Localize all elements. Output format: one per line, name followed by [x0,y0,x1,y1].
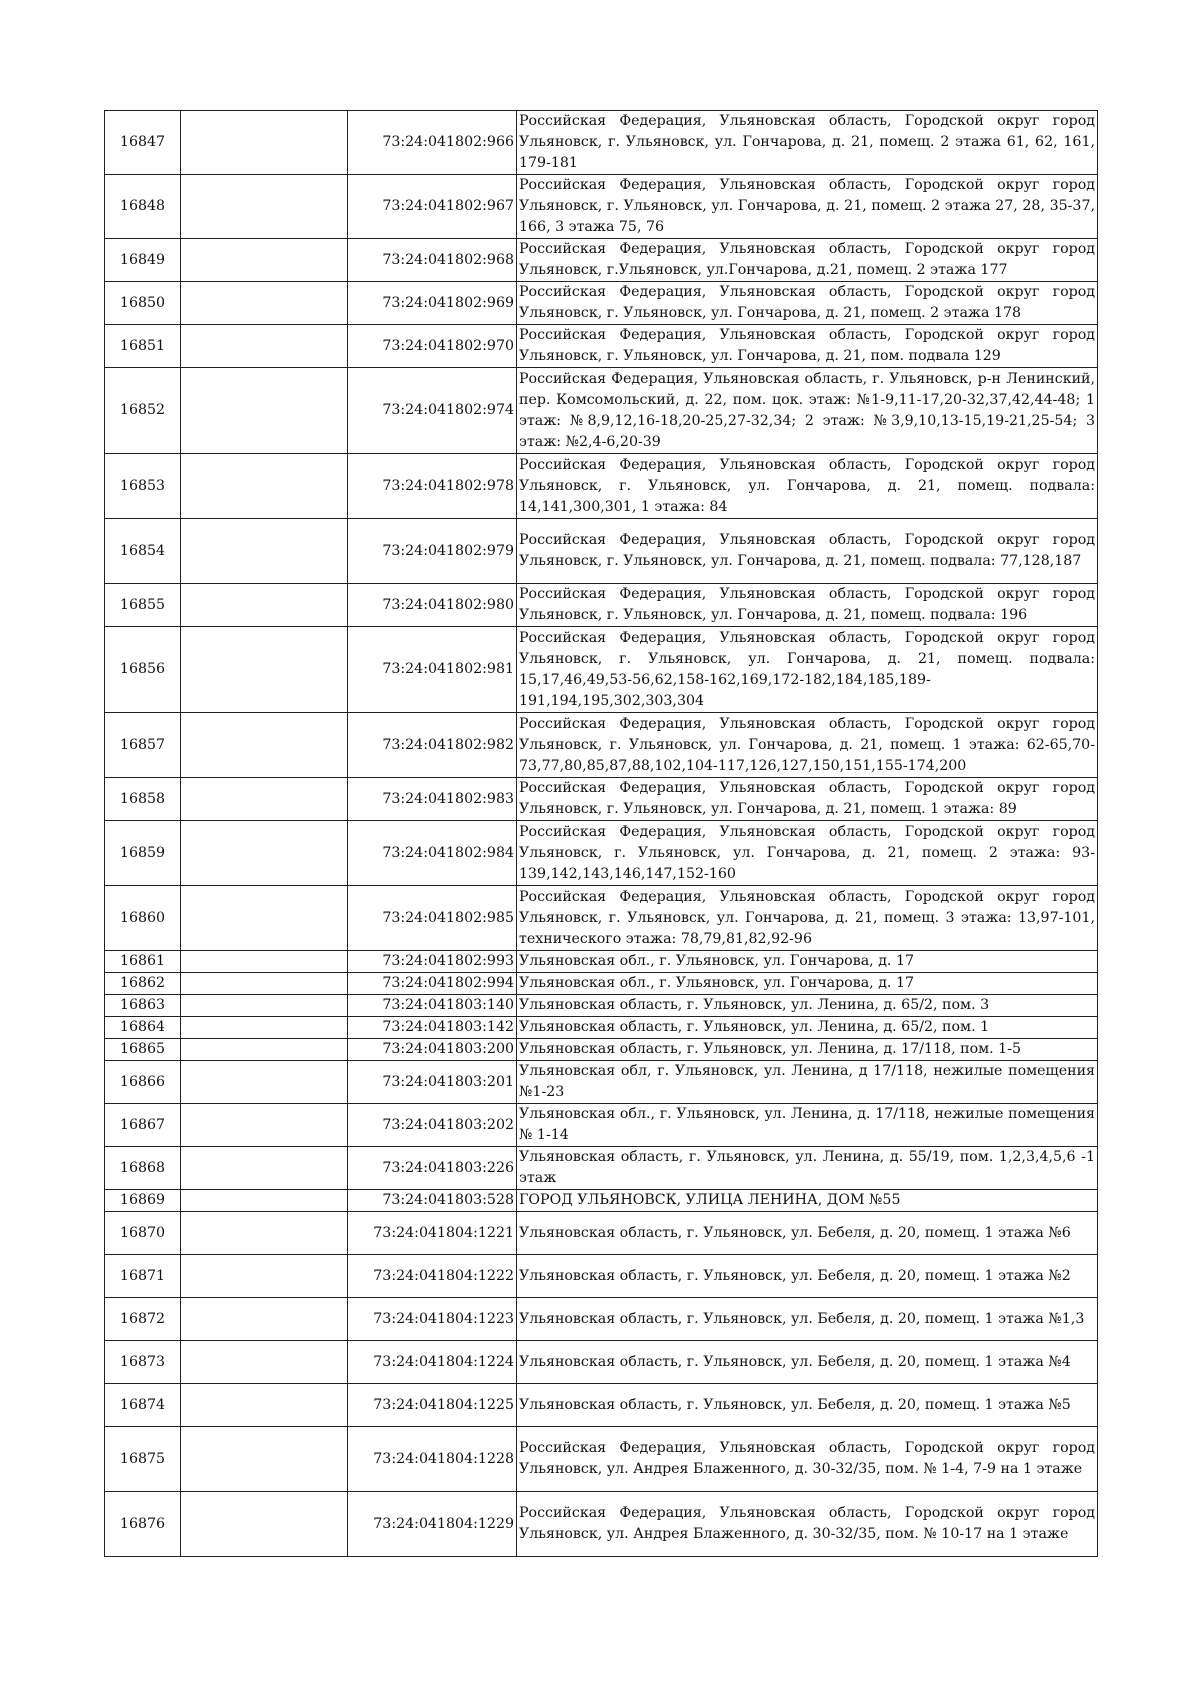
cadastral-number: 73:24:041803:201 [348,1061,517,1104]
cadastral-number: 73:24:041802:980 [348,584,517,627]
row-number: 16854 [105,519,181,584]
row-number: 16851 [105,325,181,368]
cadastral-number: 73:24:041804:1221 [348,1212,517,1255]
empty-cell [181,1492,348,1557]
table-row [105,886,1098,951]
table-row [105,325,1098,368]
table-row [105,282,1098,325]
empty-cell [181,325,348,368]
row-number: 16867 [105,1104,181,1147]
address-cell: Российская Федерация, Ульяновская область, г. Ульяновск, р-н Ленинский, пер. Комсомольский, д. 22, пом. цок. этаж: №1-9,11-17,20-32,37,42,44-48; 1 этаж: №8,9,12,16-18,20-25,27-32,34; 2 этаж: №3,9,10,13-15,19-21,25-54; 3 этаж: №2,4-6,20-39 [517,368,1098,454]
cadastral-number: 73:24:041802:967 [348,175,517,239]
table-row [105,111,1098,175]
row-number: 16875 [105,1427,181,1492]
table-row [105,821,1098,886]
table-row [105,1104,1098,1147]
address-cell: Ульяновская обл., г. Ульяновск, ул. Гончарова, д. 17 [517,973,1098,995]
row-number: 16849 [105,239,181,282]
empty-cell [181,995,348,1017]
table-row [105,1255,1098,1298]
empty-cell [181,1190,348,1212]
cadastral-number: 73:24:041803:226 [348,1147,517,1190]
table-row [105,1427,1098,1492]
table-row [105,1212,1098,1255]
table-row [105,1017,1098,1039]
row-number: 16872 [105,1298,181,1341]
row-number: 16871 [105,1255,181,1298]
address-cell: Российская Федерация, Ульяновская область, Городской округ город Ульяновск, г.Ульяновск, ул.Гончарова, д.21, помещ. 2 этажа 177 [517,239,1098,282]
empty-cell [181,1039,348,1061]
empty-cell [181,239,348,282]
cadastral-number: 73:24:041802:978 [348,454,517,519]
cadastral-number: 73:24:041803:202 [348,1104,517,1147]
row-number: 16852 [105,368,181,454]
cadastral-number: 73:24:041802:968 [348,239,517,282]
cadastral-number: 73:24:041802:985 [348,886,517,951]
cadastral-number: 73:24:041802:970 [348,325,517,368]
row-number: 16855 [105,584,181,627]
row-number: 16848 [105,175,181,239]
address-cell: Ульяновская область, г. Ульяновск, ул. Бебеля, д. 20, помещ. 1 этажа №1,3 [517,1298,1098,1341]
cadastral-number: 73:24:041802:966 [348,111,517,175]
address-cell: Ульяновская обл., г. Ульяновск, ул. Гончарова, д. 17 [517,951,1098,973]
address-cell: Российская Федерация, Ульяновская область, Городской округ город Ульяновск, г. Ульяновск, ул. Гончарова, д. 21, помещ. подвала: 77,128,187 [517,519,1098,584]
address-cell: Российская Федерация, Ульяновская область, Городской округ город Ульяновск, г. Ульяновск, ул. Гончарова, д. 21, помещ. 3 этажа: 13,97-101, технического этажа: 78,79,81,82,92-96 [517,886,1098,951]
address-cell: Российская Федерация, Ульяновская область, Городской округ город Ульяновск, ул. Андрея Блаженного, д. 30-32/35, пом. № 1-4, 7-9 на 1 этаже [517,1427,1098,1492]
table-row [105,1147,1098,1190]
row-number: 16864 [105,1017,181,1039]
address-cell: Российская Федерация, Ульяновская область, Городской округ город Ульяновск, г. Ульяновск, ул. Гончарова, д. 21, помещ. 2 этажа 61, 62, 161, 179-181 [517,111,1098,175]
cadastral-number: 73:24:041804:1223 [348,1298,517,1341]
table-row [105,778,1098,821]
empty-cell [181,778,348,821]
cadastral-number: 73:24:041804:1224 [348,1341,517,1384]
address-cell: Российская Федерация, Ульяновская область, Городской округ город Ульяновск, г. Ульяновск, ул. Гончарова, д. 21, помещ. 2 этажа 178 [517,282,1098,325]
empty-cell [181,1147,348,1190]
row-number: 16868 [105,1147,181,1190]
table-row [105,1061,1098,1104]
row-number: 16857 [105,713,181,778]
row-number: 16861 [105,951,181,973]
cadastral-number: 73:24:041802:993 [348,951,517,973]
row-number: 16865 [105,1039,181,1061]
table-row [105,713,1098,778]
address-cell: Ульяновская область, г. Ульяновск, ул. Ленина, д. 55/19, пом. 1,2,3,4,5,6 -1 этаж [517,1147,1098,1190]
row-number: 16870 [105,1212,181,1255]
empty-cell [181,282,348,325]
empty-cell [181,519,348,584]
address-cell: Ульяновская область, г. Ульяновск, ул. Бебеля, д. 20, помещ. 1 этажа №6 [517,1212,1098,1255]
empty-cell [181,886,348,951]
empty-cell [181,1384,348,1427]
address-cell: ГОРОД УЛЬЯНОВСК, УЛИЦА ЛЕНИНА, ДОМ №55 [517,1190,1098,1212]
address-cell: Российская Федерация, Ульяновская область, Городской округ город Ульяновск, г. Ульяновск, ул. Гончарова, д. 21, помещ. подвала: 15,17,46,49,53-56,62,158-162,169,172-182,184,185,189-191,194,195,302,303,304 [517,627,1098,713]
registry-table [104,110,1098,1557]
empty-cell [181,584,348,627]
cadastral-number: 73:24:041804:1222 [348,1255,517,1298]
address-cell: Российская Федерация, Ульяновская область, Городской округ город Ульяновск, г. Ульяновск, ул. Гончарова, д. 21, помещ. 2 этажа: 93-139,142,143,146,147,152-160 [517,821,1098,886]
cadastral-number: 73:24:041803:200 [348,1039,517,1061]
address-cell: Ульяновская область, г. Ульяновск, ул. Ленина, д. 17/118, пом. 1-5 [517,1039,1098,1061]
empty-cell [181,1255,348,1298]
cadastral-number: 73:24:041802:981 [348,627,517,713]
table-row [105,239,1098,282]
cadastral-number: 73:24:041803:142 [348,1017,517,1039]
row-number: 16862 [105,973,181,995]
row-number: 16869 [105,1190,181,1212]
cadastral-number: 73:24:041802:983 [348,778,517,821]
row-number: 16858 [105,778,181,821]
address-cell: Российская Федерация, Ульяновская область, Городской округ город Ульяновск, ул. Андрея Блаженного, д. 30-32/35, пом. № 10-17 на 1 этаже [517,1492,1098,1557]
row-number: 16876 [105,1492,181,1557]
empty-cell [181,1298,348,1341]
empty-cell [181,1212,348,1255]
cadastral-number: 73:24:041802:974 [348,368,517,454]
address-cell: Российская Федерация, Ульяновская область, Городской округ город Ульяновск, г. Ульяновск, ул. Гончарова, д. 21, помещ. 2 этажа 27, 28, 35-37, 166, 3 этажа 75, 76 [517,175,1098,239]
empty-cell [181,951,348,973]
empty-cell [181,175,348,239]
address-cell: Российская Федерация, Ульяновская область, Городской округ город Ульяновск, г. Ульяновск, ул. Гончарова, д. 21, помещ. подвала: 14,141,300,301, 1 этажа: 84 [517,454,1098,519]
address-cell: Ульяновская обл., г. Ульяновск, ул. Ленина, д. 17/118, нежилые помещения № 1-14 [517,1104,1098,1147]
empty-cell [181,627,348,713]
address-cell: Ульяновская область, г. Ульяновск, ул. Бебеля, д. 20, помещ. 1 этажа №4 [517,1341,1098,1384]
row-number: 16856 [105,627,181,713]
table-row [105,1039,1098,1061]
cadastral-number: 73:24:041804:1225 [348,1384,517,1427]
table-row [105,995,1098,1017]
row-number: 16853 [105,454,181,519]
table-row [105,1341,1098,1384]
row-number: 16850 [105,282,181,325]
empty-cell [181,821,348,886]
cadastral-number: 73:24:041802:982 [348,713,517,778]
address-cell: Ульяновская обл, г. Ульяновск, ул. Ленина, д 17/118, нежилые помещения №1-23 [517,1061,1098,1104]
table-row [105,951,1098,973]
table-row [105,519,1098,584]
address-cell: Ульяновская область, г. Ульяновск, ул. Бебеля, д. 20, помещ. 1 этажа №5 [517,1384,1098,1427]
cadastral-number: 73:24:041802:994 [348,973,517,995]
empty-cell [181,1341,348,1384]
row-number: 16847 [105,111,181,175]
table-row [105,973,1098,995]
table-row [105,1384,1098,1427]
address-cell: Российская Федерация, Ульяновская область, Городской округ город Ульяновск, г. Ульяновск, ул. Гончарова, д. 21, пом. подвала 129 [517,325,1098,368]
row-number: 16866 [105,1061,181,1104]
row-number: 16860 [105,886,181,951]
table-row [105,175,1098,239]
empty-cell [181,1427,348,1492]
table-row [105,1492,1098,1557]
cadastral-number: 73:24:041803:528 [348,1190,517,1212]
cadastral-number: 73:24:041804:1229 [348,1492,517,1557]
table-row [105,368,1098,454]
address-cell: Российская Федерация, Ульяновская область, Городской округ город Ульяновск, г. Ульяновск, ул. Гончарова, д. 21, помещ. подвала: 196 [517,584,1098,627]
address-cell: Ульяновская область, г. Ульяновск, ул. Бебеля, д. 20, помещ. 1 этажа №2 [517,1255,1098,1298]
empty-cell [181,1061,348,1104]
empty-cell [181,454,348,519]
empty-cell [181,111,348,175]
table-row [105,627,1098,713]
address-cell: Российская Федерация, Ульяновская область, Городской округ город Ульяновск, г. Ульяновск, ул. Гончарова, д. 21, помещ. 1 этажа: 62-65,70-73,77,80,85,87,88,102,104-117,126,127,150,151,155-174,200 [517,713,1098,778]
row-number: 16859 [105,821,181,886]
cadastral-number: 73:24:041802:969 [348,282,517,325]
address-cell: Российская Федерация, Ульяновская область, Городской округ город Ульяновск, г. Ульяновск, ул. Гончарова, д. 21, помещ. 1 этажа: 89 [517,778,1098,821]
table-row [105,1190,1098,1212]
table-row [105,454,1098,519]
address-cell: Ульяновская область, г. Ульяновск, ул. Ленина, д. 65/2, пом. 1 [517,1017,1098,1039]
address-cell: Ульяновская область, г. Ульяновск, ул. Ленина, д. 65/2, пом. 3 [517,995,1098,1017]
row-number: 16863 [105,995,181,1017]
empty-cell [181,973,348,995]
row-number: 16873 [105,1341,181,1384]
cadastral-number: 73:24:041802:984 [348,821,517,886]
empty-cell [181,368,348,454]
empty-cell [181,713,348,778]
cadastral-number: 73:24:041804:1228 [348,1427,517,1492]
empty-cell [181,1017,348,1039]
empty-cell [181,1104,348,1147]
table-row [105,584,1098,627]
cadastral-number: 73:24:041802:979 [348,519,517,584]
table-row [105,1298,1098,1341]
row-number: 16874 [105,1384,181,1427]
cadastral-number: 73:24:041803:140 [348,995,517,1017]
